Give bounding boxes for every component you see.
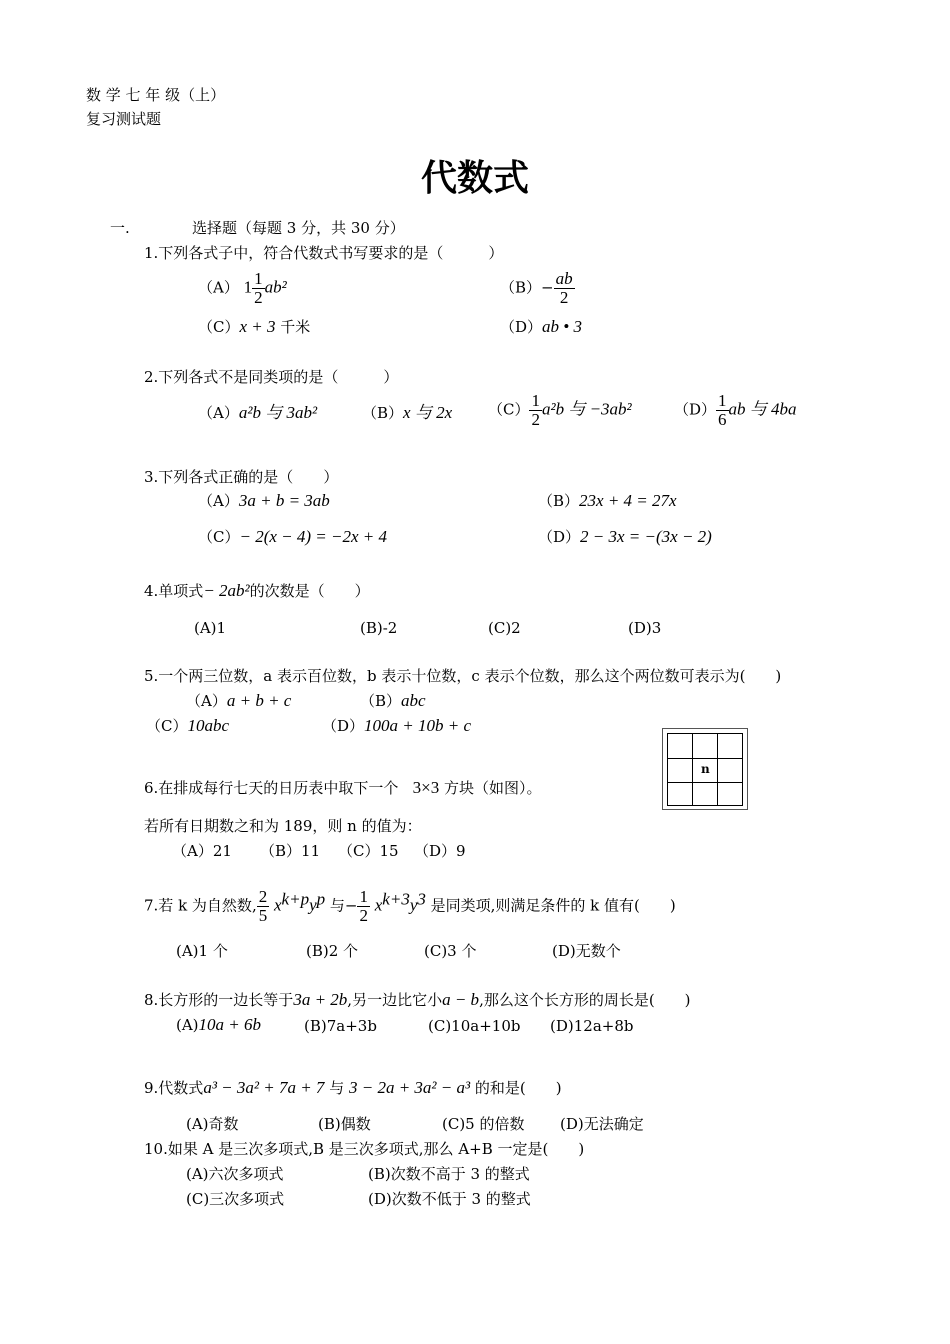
q9-option-c: (C)5 的倍数 xyxy=(442,1115,525,1133)
q3-stem: 3.下列各式正确的是（ ） xyxy=(144,468,339,486)
q5-option-a xyxy=(186,692,291,710)
q5-b-label: （B） xyxy=(360,692,402,710)
q7-stem-b: 是同类项,则满足条件的 k 值有( ) xyxy=(425,896,676,915)
q2-option-c xyxy=(488,392,632,429)
q7-f2-num: 1 xyxy=(359,887,368,906)
section-heading: 选择题（每题 3 分，共 30 分） xyxy=(192,219,405,237)
grid-cell xyxy=(667,782,693,806)
q3-b-label: （B） xyxy=(538,492,580,510)
grid-cell xyxy=(692,733,718,759)
q5-option-d xyxy=(322,717,471,735)
q8-option-b: (B)7a+3b xyxy=(304,1017,377,1035)
q1-a-num: 1 xyxy=(254,269,263,288)
q6-stem-expr: 3×3 xyxy=(412,778,440,797)
q7-t1-sup: k+p xyxy=(281,889,310,909)
q7-stem xyxy=(144,888,676,925)
q1-b-num: ab xyxy=(555,269,573,288)
grid-cell xyxy=(667,758,693,783)
q8-stem-a: 8.长方形的一边长等于 xyxy=(144,991,294,1009)
grid-cell xyxy=(717,733,743,759)
q1-option-b xyxy=(500,270,575,307)
q8-expr1: 3a + 2b xyxy=(293,990,348,1009)
q7-t4-sup: 3 xyxy=(417,889,426,909)
q7-t3-sup: k+3 xyxy=(382,889,410,909)
q5-stem: 5.一个两三位数，a 表示百位数，b 表示十位数，c 表示个位数，那么这个两位数可表示为( ) xyxy=(144,667,782,685)
q1-option-d xyxy=(500,318,582,336)
header-subtitle: 复习测试题 xyxy=(86,110,162,128)
grid-cell-center xyxy=(692,758,718,783)
q4-stem xyxy=(144,582,370,600)
q6-stem xyxy=(144,779,542,797)
q1-a-expr: ab² xyxy=(264,277,287,297)
q4-stem-expr: − 2ab² xyxy=(203,581,250,600)
q7-t3: x xyxy=(374,895,383,915)
grid-cell xyxy=(692,782,718,806)
q10-option-b: (B)次数不高于 3 的整式 xyxy=(368,1165,530,1183)
q7-option-b: (B)2 个 xyxy=(306,942,359,960)
q3-option-c xyxy=(198,528,387,546)
q3-c-label: （C） xyxy=(198,528,240,546)
q10-option-c: (C)三次多项式 xyxy=(186,1190,285,1208)
grid-cell xyxy=(717,758,743,783)
q1-c-expr: x + 3 xyxy=(239,317,276,336)
q4-option-c: (C)2 xyxy=(488,619,521,637)
q1-c-label: （C） xyxy=(198,318,240,336)
page-title: 代数式 xyxy=(420,158,529,199)
q2-c-expr: a²b 与 −3ab² xyxy=(541,399,632,419)
q6-option-b: （B）11 xyxy=(260,842,321,860)
q3-option-d xyxy=(538,528,712,546)
q6-stem-b: 方块（如图）。 xyxy=(444,779,542,797)
grid-cell xyxy=(717,782,743,806)
q7-f1-num: 2 xyxy=(258,887,268,906)
q7-option-c: (C)3 个 xyxy=(424,942,477,960)
q10-stem: 10.如果 A 是三次多项式,B 是三次多项式,那么 A+B 一定是( ) xyxy=(144,1140,585,1158)
q9-stem xyxy=(144,1079,562,1097)
q7-f1-den: 5 xyxy=(258,906,268,925)
q7-stem-a: 7.若 k 为自然数, xyxy=(144,896,257,915)
q2-b-label: （B） xyxy=(362,404,404,422)
q3-d-label: （D） xyxy=(538,528,581,546)
q8-stem xyxy=(144,991,691,1009)
q2-stem: 2.下列各式不是同类项的是（ ） xyxy=(144,368,399,386)
q1-d-expr: ab • 3 xyxy=(542,317,582,336)
q7-t2-sup: p xyxy=(316,889,326,909)
q2-a-label: （A） xyxy=(198,404,239,422)
q3-a-label: （A） xyxy=(198,492,239,510)
q6-option-c: （C）15 xyxy=(338,842,399,860)
q5-b-expr: abc xyxy=(401,691,426,710)
q3-option-a xyxy=(198,492,330,510)
q8-stem-c: ,那么这个长方形的周长是( ) xyxy=(479,991,691,1009)
q6-stem-a: 6.在排成每行七天的日历表中取下一个 xyxy=(144,779,399,797)
q2-c-num: 1 xyxy=(531,391,540,410)
q2-c-label: （C） xyxy=(488,400,530,419)
q1-a-label: （A） xyxy=(198,278,239,297)
q7-f2-den: 2 xyxy=(359,906,368,925)
q1-b-fraction xyxy=(554,270,575,307)
q9-option-b: (B)偶数 xyxy=(318,1115,371,1133)
q8-option-a xyxy=(176,1016,261,1034)
q2-c-fraction xyxy=(529,392,542,429)
q2-a-expr: a²b 与 3ab² xyxy=(238,403,318,422)
q7-option-a: (A)1 个 xyxy=(176,942,228,960)
q6-line2: 若所有日期数之和为 189，则 n 的值为： xyxy=(144,817,422,835)
q5-a-label: （A） xyxy=(186,692,227,710)
q9-option-d: (D)无法确定 xyxy=(560,1115,644,1133)
grid-n-label: n xyxy=(701,762,710,776)
q1-a-whole: 1 xyxy=(243,277,253,297)
q9-expr1: a³ − 3a² + 7a + 7 xyxy=(203,1078,325,1097)
q4-option-d: (D)3 xyxy=(628,619,662,637)
q1-stem: 1.下列各式子中，符合代数式书写要求的是（ ） xyxy=(144,244,504,262)
q2-option-b xyxy=(362,404,452,422)
q5-d-label: （D） xyxy=(322,717,365,735)
q7-frac2 xyxy=(357,888,370,925)
q8-a-expr: 10a + 6b xyxy=(198,1015,262,1034)
q4-stem-b: 的次数是（ ） xyxy=(249,582,370,600)
q8-expr2: a − b xyxy=(442,990,480,1009)
q2-d-num: 1 xyxy=(718,391,727,410)
q8-option-c: (C)10a+10b xyxy=(428,1017,521,1035)
q6-option-a: （A）21 xyxy=(172,842,232,860)
q5-a-expr: a + b + c xyxy=(226,691,292,710)
calendar-grid-figure xyxy=(662,728,748,810)
q3-b-expr: 23x + 4 = 27x xyxy=(579,491,677,510)
q5-option-b xyxy=(360,692,426,710)
q3-d-expr: 2 − 3x = −(3x − 2) xyxy=(580,527,712,546)
q2-d-expr: ab 与 4ba xyxy=(728,399,797,419)
q2-d-label: （D） xyxy=(674,400,717,419)
q2-c-den: 2 xyxy=(531,410,540,429)
q2-option-a xyxy=(198,404,317,422)
q1-a-den: 2 xyxy=(254,288,263,307)
q3-a-expr: 3a + b = 3ab xyxy=(238,491,330,510)
q3-c-expr: − 2(x − 4) = −2x + 4 xyxy=(239,527,388,546)
q1-d-label: （D） xyxy=(500,318,543,336)
q2-d-fraction xyxy=(716,392,729,429)
q2-d-den: 6 xyxy=(718,410,727,429)
q7-t2: y xyxy=(309,895,317,915)
q7-frac1 xyxy=(257,888,270,925)
q8-stem-b: ,另一边比它小 xyxy=(347,991,443,1009)
q7-mid: 与− xyxy=(325,896,358,915)
header-grade: 数 学 七 年 级（上） xyxy=(86,86,226,104)
q9-expr2: 3 − 2a + 3a² − a³ xyxy=(348,1078,471,1097)
q10-option-a: (A)六次多项式 xyxy=(186,1165,284,1183)
grid-cell xyxy=(667,733,693,759)
q1-b-label: （B）− xyxy=(500,278,554,297)
q9-mid: 与 xyxy=(324,1079,349,1097)
q1-option-c xyxy=(198,318,310,336)
section-number: 一. xyxy=(110,219,130,237)
q4-stem-a: 4.单项式 xyxy=(144,582,204,600)
q10-option-d: (D)次数不低于 3 的整式 xyxy=(368,1190,531,1208)
q9-stem-b: 的和是( ) xyxy=(470,1079,562,1097)
q2-option-d xyxy=(674,392,797,429)
q9-stem-a: 9.代数式 xyxy=(144,1079,204,1097)
q7-t4: y xyxy=(409,895,418,915)
q9-option-a: (A)奇数 xyxy=(186,1115,239,1133)
q7-option-d: (D)无数个 xyxy=(552,942,621,960)
q4-option-a: (A)1 xyxy=(194,619,227,637)
q1-a-fraction xyxy=(252,270,265,307)
q2-b-expr: x 与 2x xyxy=(403,403,453,422)
q1-c-unit: 千米 xyxy=(275,318,311,336)
q3-option-b xyxy=(538,492,677,510)
q5-c-label: （C） xyxy=(146,717,188,735)
q5-option-c xyxy=(146,717,229,735)
q5-d-expr: 100a + 10b + c xyxy=(364,716,472,735)
q4-option-b: (B)-2 xyxy=(360,619,398,637)
q8-option-d: (D)12a+8b xyxy=(550,1017,634,1035)
q8-a-label: (A) xyxy=(176,1016,199,1034)
q5-c-expr: 10abc xyxy=(187,716,230,735)
q1-option-a xyxy=(198,270,287,307)
q6-option-d: （D）9 xyxy=(414,842,466,860)
q1-b-den: 2 xyxy=(559,288,569,307)
q7-t1: x xyxy=(274,895,282,915)
